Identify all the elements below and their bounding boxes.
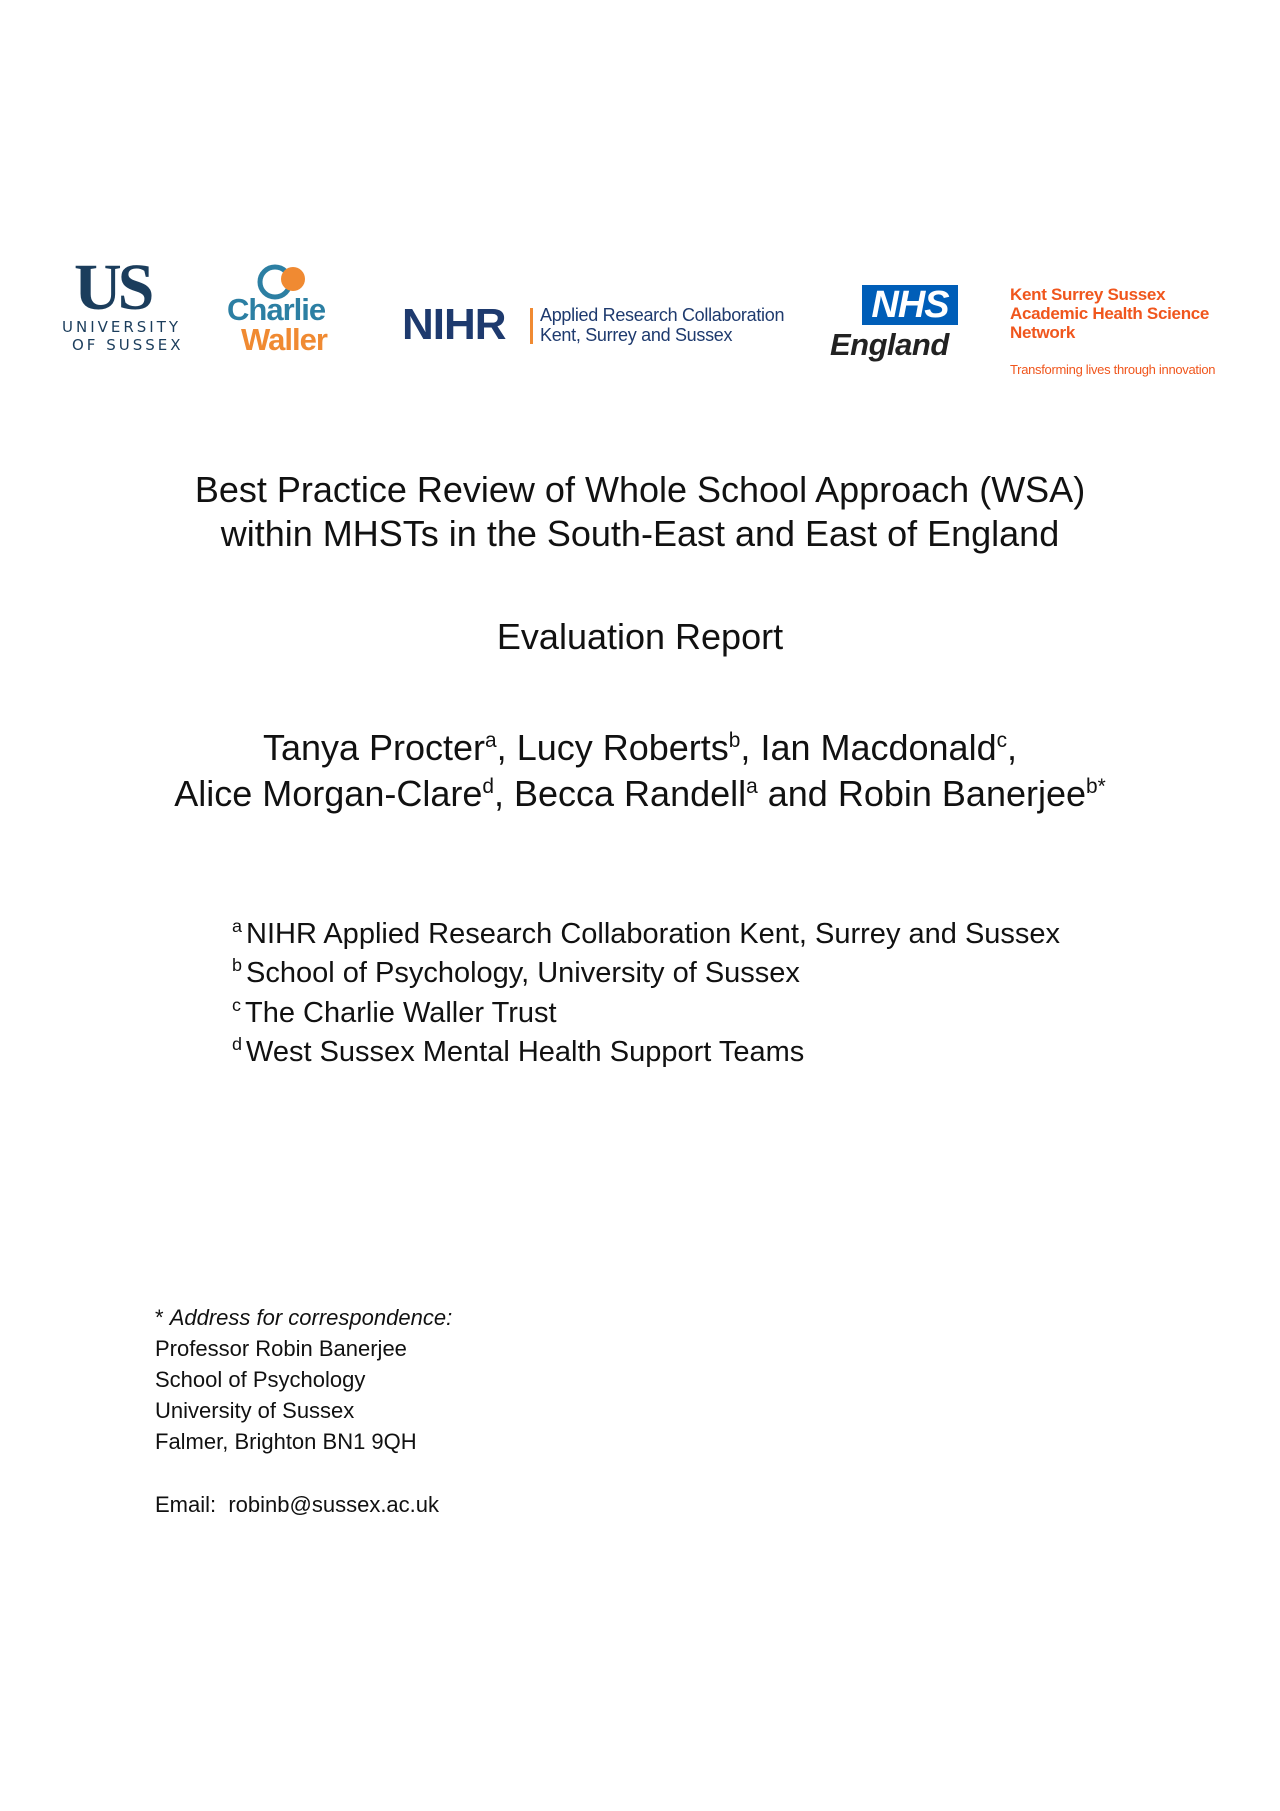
ahsn-logo <box>1010 285 1250 385</box>
email-link[interactable]: robinb@sussex.ac.uk <box>228 1492 440 1517</box>
correspondence-heading-text: Address for correspondence: <box>169 1305 453 1330</box>
affiliation-marker: b <box>232 955 242 976</box>
email-label: Email: <box>155 1492 217 1517</box>
charlie-waller-word-1: Charlie <box>227 292 326 327</box>
author-affiliation-marker: d <box>482 775 494 798</box>
affiliation-marker: a <box>232 916 242 937</box>
affiliation-text: The Charlie Waller Trust <box>244 997 557 1029</box>
report-title-line-2: within MHSTs in the South-East and East of England <box>220 513 1060 554</box>
ahsn-line-3: Network <box>1010 323 1075 342</box>
sussex-logo-line-2: OF SUSSEX <box>72 336 184 354</box>
author-name: Tanya Procter <box>262 727 486 768</box>
report-title-line-1: Best Practice Review of Whole School Approach (WSA) <box>194 469 1086 510</box>
nihr-line-2: Kent, Surrey and Sussex <box>540 325 733 345</box>
author-name: Becca Randell <box>514 773 747 814</box>
affiliation-item <box>232 995 557 1031</box>
affiliation-item <box>232 1034 804 1070</box>
nhs-england-logo <box>830 285 970 375</box>
author-affiliation-marker: b <box>728 729 741 752</box>
report-subtitle: Evaluation Report <box>496 616 784 657</box>
affiliation-item <box>232 916 1060 952</box>
author-name: Ian Macdonald <box>760 727 997 768</box>
correspondence-heading <box>155 1302 452 1333</box>
affiliation-item <box>232 955 800 991</box>
ahsn-tagline: Transforming lives through innovation <box>1010 362 1216 377</box>
author-affiliation-marker: a <box>746 775 758 798</box>
charlie-waller-word-2: Waller <box>241 322 327 357</box>
authors-line-1: Tanya Procter$^a$, Lucy Roberts$^b$, Ian Macdonald$^c$, <box>262 727 1018 768</box>
nihr-arc-logo <box>402 300 802 350</box>
correspondence-department: School of Psychology <box>155 1367 366 1392</box>
affiliation-text: West Sussex Mental Health Support Teams <box>246 1036 805 1068</box>
author-name: Lucy Roberts <box>516 727 729 768</box>
nihr-divider <box>530 308 533 344</box>
nihr-line-1: Applied Research Collaboration <box>540 305 785 325</box>
affiliation-text: School of Psychology, University of Sussex <box>246 957 800 989</box>
nihr-mark: NIHR <box>402 300 506 349</box>
nhs-mark: NHS <box>862 285 958 325</box>
author-affiliation-marker: b* <box>1086 775 1106 798</box>
sussex-logo-line-1: UNIVERSITY <box>62 318 182 336</box>
university-of-sussex-logo <box>62 251 188 368</box>
correspondence-university: University of Sussex <box>155 1398 355 1423</box>
correspondence-email-row <box>155 1489 439 1520</box>
author-name: Robin Banerjee <box>837 773 1087 814</box>
sussex-logo-mark: US <box>74 251 151 324</box>
affiliation-marker: d <box>232 1034 242 1055</box>
nhs-england-word: England <box>830 327 949 362</box>
authors-line-2: Alice Morgan-Clare$^d$, Becca Randell$^a$ and Robin Banerjee$^{b*}$ <box>174 773 1106 814</box>
affiliation-marker: c <box>232 995 241 1016</box>
correspondence-marker: * <box>155 1305 164 1330</box>
affiliation-text: NIHR Applied Research Collaboration Kent, Surrey and Sussex <box>246 918 1061 950</box>
author-affiliation-marker: c <box>996 729 1008 752</box>
ahsn-line-1: Kent Surrey Sussex <box>1010 285 1166 304</box>
ahsn-line-2: Academic Health Science <box>1010 304 1210 323</box>
author-affiliation-marker: a <box>485 729 497 752</box>
author-name: Alice Morgan-Clare <box>174 773 483 814</box>
charlie-waller-logo <box>225 262 355 362</box>
correspondence-name: Professor Robin Banerjee <box>155 1336 407 1361</box>
correspondence-address: Falmer, Brighton BN1 9QH <box>155 1429 417 1454</box>
